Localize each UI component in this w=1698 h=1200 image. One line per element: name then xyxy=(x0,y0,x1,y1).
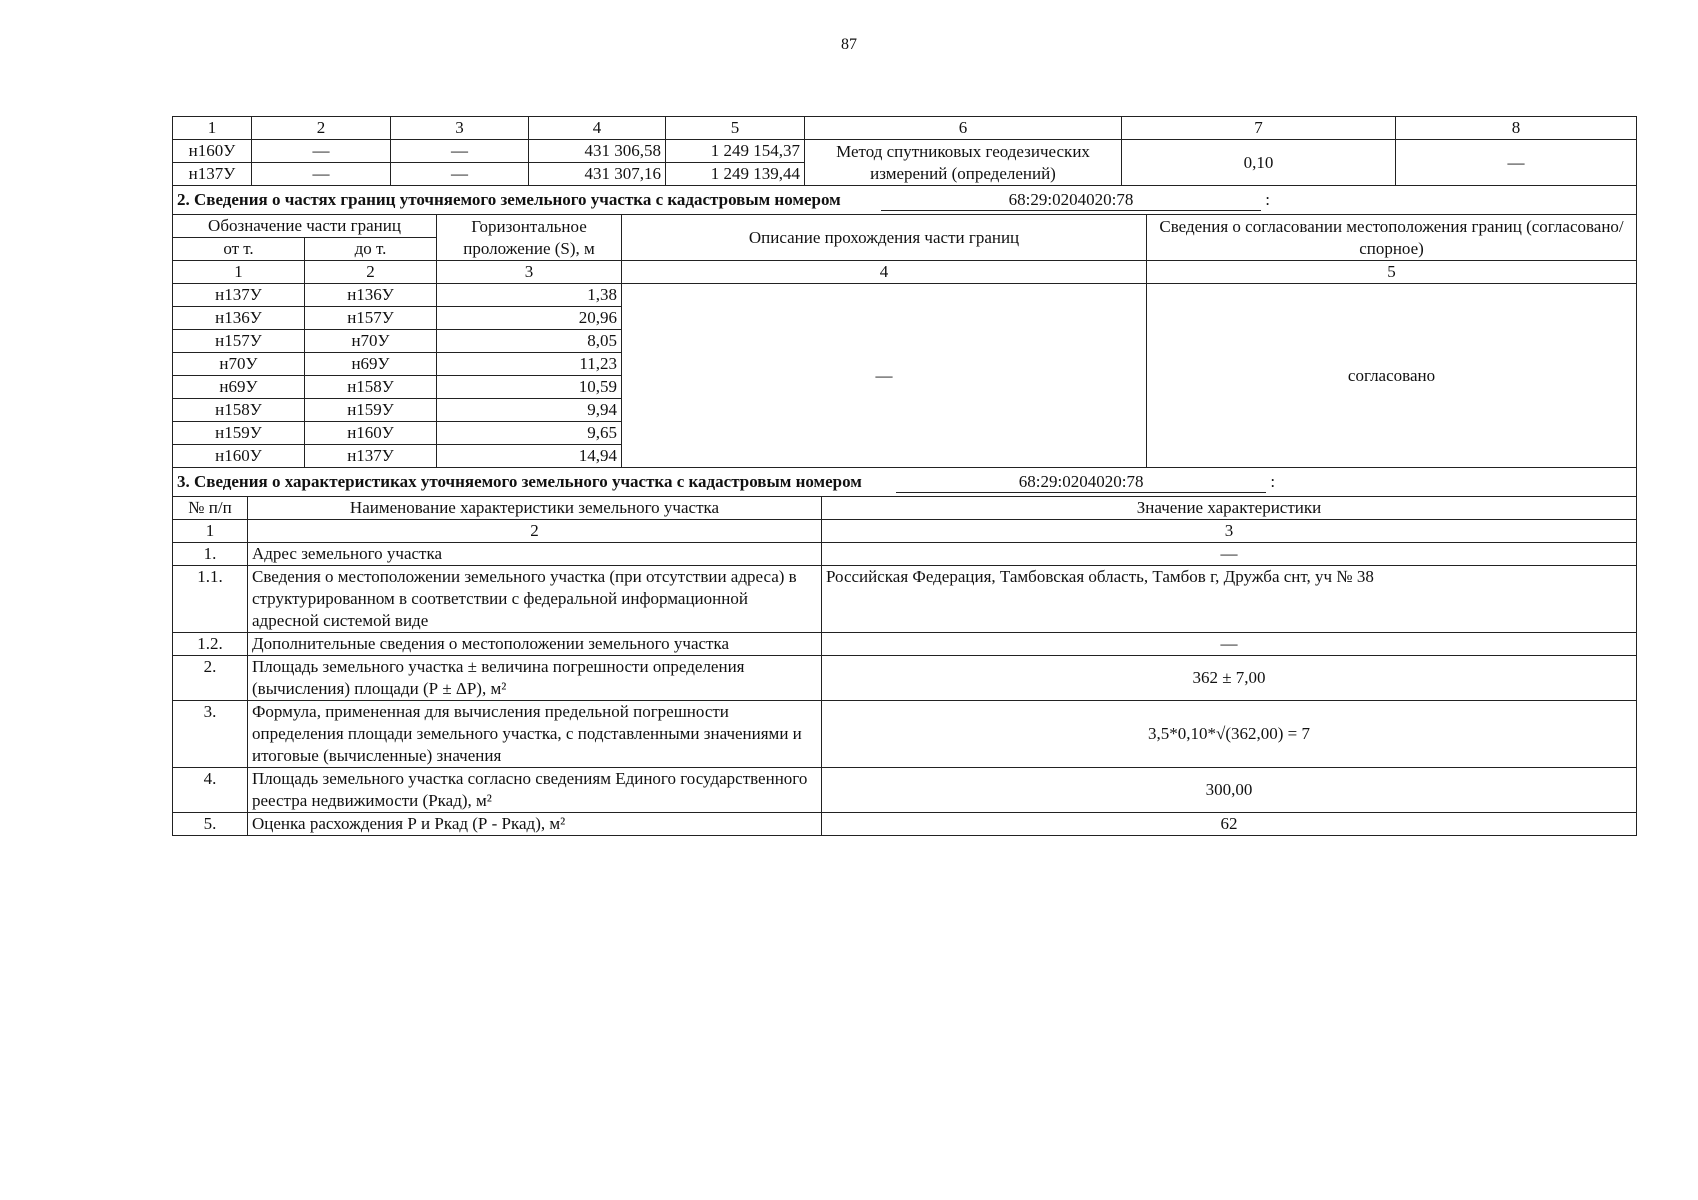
table1-header-7: 7 xyxy=(1122,117,1396,140)
description-value: — xyxy=(622,284,1147,468)
characteristic-name: Адрес земельного участка xyxy=(248,543,822,566)
section3-title-row xyxy=(173,468,1637,497)
from-point: н69У xyxy=(173,376,305,399)
section3-header-row xyxy=(173,497,1637,520)
table1-header-6: 6 xyxy=(805,117,1122,140)
section3-title: 3. Сведения о характеристиках уточняемого земельного участка с кадастровым номером xyxy=(177,472,862,491)
length-value: 14,94 xyxy=(437,445,622,468)
characteristic-value: — xyxy=(822,543,1637,566)
coord-x: 431 306,58 xyxy=(529,140,666,163)
row-number: 1.2. xyxy=(173,633,248,656)
table-row xyxy=(173,543,1637,566)
col-number: 4 xyxy=(622,261,1147,284)
col8-cell: — xyxy=(1396,140,1637,186)
characteristic-name: Сведения о местоположении земельного участка (при отсутствии адреса) в структурированном в соответствии с федеральной информационной адресной системой виде xyxy=(248,566,822,633)
from-header: от т. xyxy=(173,238,305,261)
section3-numbers-row xyxy=(173,520,1637,543)
characteristic-value: 3,5*0,10*√(362,00) = 7 xyxy=(822,701,1637,768)
to-point: н70У xyxy=(305,330,437,353)
col-number: 1 xyxy=(173,261,305,284)
from-point: н159У xyxy=(173,422,305,445)
agreement-value: согласовано xyxy=(1147,284,1637,468)
characteristic-value: Российская Федерация, Тамбовская область, Тамбов г, Дружба снт, уч № 38 xyxy=(822,566,1637,633)
length-value: 9,94 xyxy=(437,399,622,422)
table1-header-4: 4 xyxy=(529,117,666,140)
to-point: н159У xyxy=(305,399,437,422)
col-number: 2 xyxy=(305,261,437,284)
row-number: 1.1. xyxy=(173,566,248,633)
table1-header-1: 1 xyxy=(173,117,252,140)
page-number: 87 xyxy=(841,36,857,53)
table1-header-3: 3 xyxy=(391,117,529,140)
coordinates-table xyxy=(172,116,1636,836)
col-number: 5 xyxy=(1147,261,1637,284)
to-point: н158У xyxy=(305,376,437,399)
name-header: Наименование характеристики земельного участка xyxy=(248,497,822,520)
length-value: 10,59 xyxy=(437,376,622,399)
to-point: н136У xyxy=(305,284,437,307)
no-header: № п/п xyxy=(173,497,248,520)
dash-cell: — xyxy=(391,140,529,163)
table-row xyxy=(173,284,1637,307)
row-number: 1. xyxy=(173,543,248,566)
length-header: Горизонтальное проложение (S), м xyxy=(437,215,622,261)
table1-header-row xyxy=(173,117,1637,140)
section2-header-row xyxy=(173,215,1637,238)
from-point: н70У xyxy=(173,353,305,376)
characteristic-name: Площадь земельного участка согласно сведениям Единого государственного реестра недвижимости (Ркад), м² xyxy=(248,768,822,813)
row-number: 3. xyxy=(173,701,248,768)
to-point: н160У xyxy=(305,422,437,445)
table-row xyxy=(173,656,1637,701)
from-point: н160У xyxy=(173,445,305,468)
length-value: 8,05 xyxy=(437,330,622,353)
table1-header-5: 5 xyxy=(666,117,805,140)
characteristic-value: 362 ± 7,00 xyxy=(822,656,1637,701)
to-point: н137У xyxy=(305,445,437,468)
row-number: 5. xyxy=(173,813,248,836)
col-number: 3 xyxy=(437,261,622,284)
point-name: н137У xyxy=(173,163,252,186)
characteristic-name: Дополнительные сведения о местоположении земельного участка xyxy=(248,633,822,656)
characteristic-name: Площадь земельного участка ± величина погрешности определения (вычисления) площади (Р ± ΔР), м² xyxy=(248,656,822,701)
to-point: н69У xyxy=(305,353,437,376)
length-value: 9,65 xyxy=(437,422,622,445)
coord-x: 431 307,16 xyxy=(529,163,666,186)
col-number: 1 xyxy=(173,520,248,543)
table1-header-2: 2 xyxy=(252,117,391,140)
from-point: н158У xyxy=(173,399,305,422)
section2-title-row xyxy=(173,186,1637,215)
length-value: 1,38 xyxy=(437,284,622,307)
section3-cadastral: 68:29:0204020:78 xyxy=(896,472,1266,493)
length-value: 20,96 xyxy=(437,307,622,330)
description-header: Описание прохождения части границ xyxy=(622,215,1147,261)
table-row xyxy=(173,140,1637,163)
row-number: 4. xyxy=(173,768,248,813)
characteristic-name: Формула, примененная для вычисления предельной погрешности определения площади земельного участка, с подставленными значениями и итоговые (вычисленные) значения xyxy=(248,701,822,768)
col-number: 3 xyxy=(822,520,1637,543)
table-row xyxy=(173,633,1637,656)
table-row xyxy=(173,768,1637,813)
section2-cadastral: 68:29:0204020:78 xyxy=(881,190,1261,211)
accuracy-cell: 0,10 xyxy=(1122,140,1396,186)
value-header: Значение характеристики xyxy=(822,497,1637,520)
dash-cell: — xyxy=(391,163,529,186)
part-header: Обозначение части границ xyxy=(173,215,437,238)
dash-cell: — xyxy=(252,163,391,186)
section3-suffix: : xyxy=(1270,472,1276,491)
agreement-header: Сведения о согласовании местоположения границ (согласовано/спорное) xyxy=(1147,215,1637,261)
col-number: 2 xyxy=(248,520,822,543)
characteristic-value: — xyxy=(822,633,1637,656)
characteristic-value: 62 xyxy=(822,813,1637,836)
section2-title: 2. Сведения о частях границ уточняемого земельного участка с кадастровым номером xyxy=(177,190,841,209)
coord-y: 1 249 139,44 xyxy=(666,163,805,186)
table1-header-8: 8 xyxy=(1396,117,1637,140)
to-header: до т. xyxy=(305,238,437,261)
coord-y: 1 249 154,37 xyxy=(666,140,805,163)
length-value: 11,23 xyxy=(437,353,622,376)
point-name: н160У xyxy=(173,140,252,163)
row-number: 2. xyxy=(173,656,248,701)
table-row xyxy=(173,813,1637,836)
method-cell: Метод спутниковых геодезических измерений (определений) xyxy=(805,140,1122,186)
dash-cell: — xyxy=(252,140,391,163)
from-point: н157У xyxy=(173,330,305,353)
characteristic-value: 300,00 xyxy=(822,768,1637,813)
characteristic-name: Оценка расхождения Р и Ркад (Р - Ркад), м² xyxy=(248,813,822,836)
section2-numbers-row xyxy=(173,261,1637,284)
to-point: н157У xyxy=(305,307,437,330)
from-point: н136У xyxy=(173,307,305,330)
table-row xyxy=(173,701,1637,768)
table-row xyxy=(173,566,1637,633)
section2-suffix: : xyxy=(1265,190,1270,209)
from-point: н137У xyxy=(173,284,305,307)
